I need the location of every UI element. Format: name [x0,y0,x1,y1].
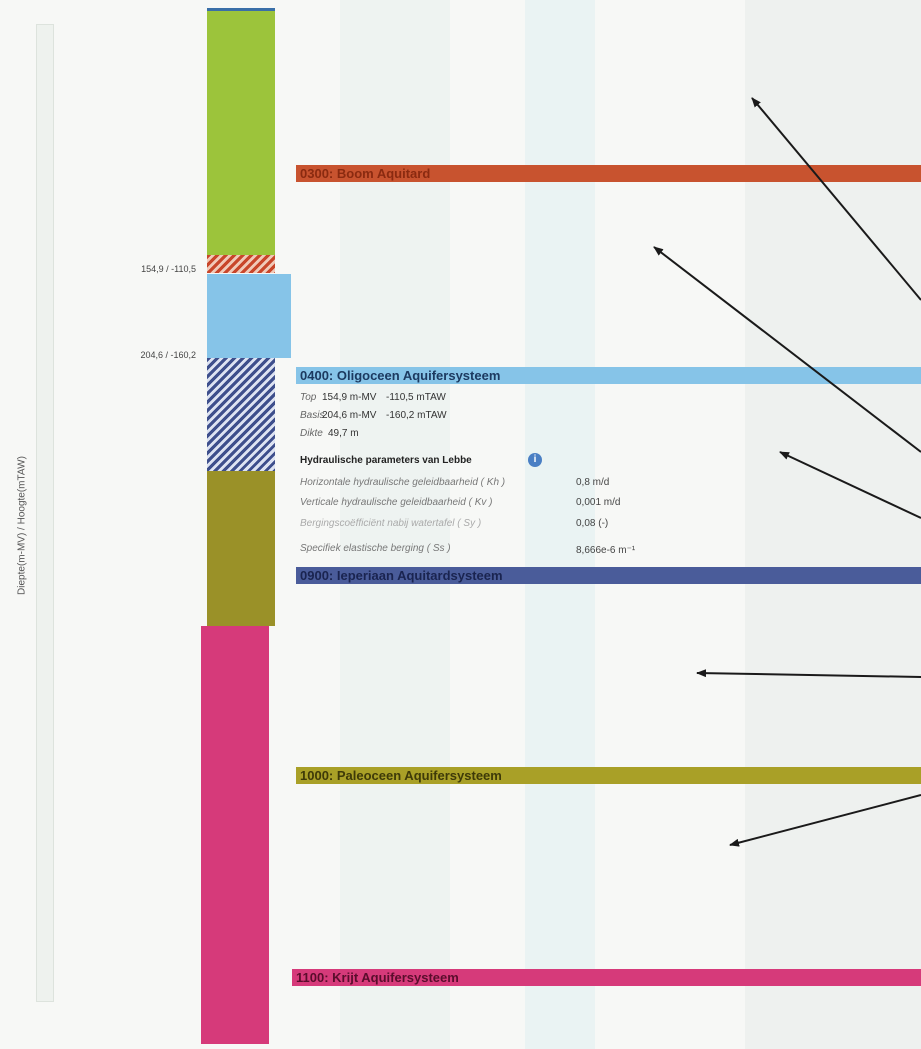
unit-bar-boom[interactable]: 0300: Boom Aquitard [296,165,921,182]
arrow [752,98,921,300]
param-label: Horizontale hydraulische geleidbaarheid ( Kh ) [300,477,506,488]
depth-tick-label: 204,6 / -160,2 [140,350,196,360]
detail-basis-taw: -160,2 mTAW [386,410,447,421]
depth-axis-label: Diepte(m-MV) / Hoogte(mTAW) [16,456,28,595]
param-label: Verticale hydraulische geleidbaarheid ( Kv ) [300,497,493,508]
arrow [780,452,921,518]
param-value: 0,08 (-) [576,518,609,529]
param-value: 0,8 m/d [576,477,610,488]
arrow [654,247,921,452]
unit-bar-paleoceen[interactable]: 1000: Paleoceen Aquifersysteem [296,767,921,784]
detail-top-depth: 154,9 m-MV [322,392,377,403]
unit-bar-krijt[interactable]: 1100: Krijt Aquifersysteem [292,969,921,986]
unit-bar-oligoceen[interactable]: 0400: Oligoceen Aquifersysteem [296,367,921,384]
detail-top-key: Top [300,392,317,403]
detail-dikte-value: 49,7 m [328,428,359,439]
arrow [697,673,921,677]
info-icon[interactable]: i [528,453,542,467]
detail-basis-depth: 204,6 m-MV [322,410,377,421]
detail-basis-key: Basis [300,410,325,421]
param-value: 8,666e-6 m⁻¹ [576,545,636,556]
arrow [730,795,921,845]
detail-dikte-key: Dikte [300,428,323,439]
hydraulic-params-heading: Hydraulische parameters van Lebbe [300,455,472,466]
detail-top-taw: -110,5 mTAW [386,392,446,403]
depth-tick-label: 154,9 / -110,5 [141,264,196,274]
param-value: 0,001 m/d [576,497,621,508]
unit-bar-ieperiaan[interactable]: 0900: Ieperiaan Aquitardsysteem [296,567,921,584]
param-label: Bergingscoëfficiënt nabij watertafel ( Sy ) [300,518,482,529]
param-label: Specifiek elastische berging ( Ss ) [300,543,451,554]
